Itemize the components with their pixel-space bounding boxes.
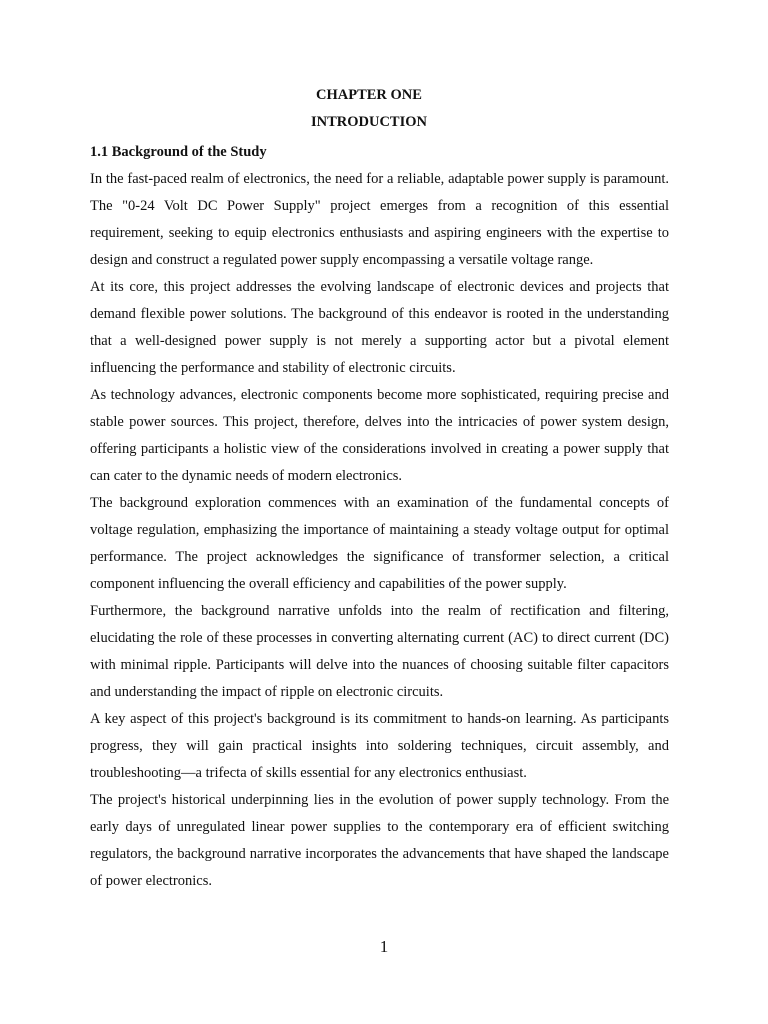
chapter-label: CHAPTER ONE <box>316 87 422 103</box>
paragraph-7: The project's historical underpinning lies in the evolution of power supply technology. From the early days of unregulated linear power supplies to the contemporary era of efficient switching regulators, the background narrative incorporates the advancements that have shaped the landscape of power electronics. <box>90 792 669 889</box>
paragraph-1: In the fast-paced realm of electronics, the need for a reliable, adaptable power supply is paramount. The "0-24 Volt DC Power Supply" project emerges from a recognition of this essential requirement, seeking to equip electronics enthusiasts and aspiring engineers with the expertise to design and construct a regulated power supply encompassing a versatile voltage range. <box>90 171 669 268</box>
section-heading: 1.1 Background of the Study <box>90 144 267 160</box>
paragraph-5: Furthermore, the background narrative unfolds into the realm of rectification and filtering, elucidating the role of these processes in converting alternating current (AC) to direct current (DC) with minimal ripple. Participants will delve into the nuances of choosing suitable filter capacitors and understanding the impact of ripple on electronic circuits. <box>90 603 669 700</box>
paragraph-2: At its core, this project addresses the evolving landscape of electronic devices and projects that demand flexible power solutions. The background of this endeavor is rooted in the understanding that a well-designed power supply is not merely a supporting actor but a pivotal element influencing the performance and stability of electronic circuits. <box>90 279 669 376</box>
body-text <box>90 139 669 895</box>
chapter-title: INTRODUCTION <box>310 114 427 130</box>
paragraph-4: The background exploration commences with an examination of the fundamental concepts of voltage regulation, emphasizing the importance of maintaining a steady voltage output for optimal performance. The project acknowledges the significance of transformer selection, a critical component influencing the overall efficiency and capabilities of the power supply. <box>90 495 669 592</box>
page-number: 1 <box>379 937 389 956</box>
paragraph-3: As technology advances, electronic components become more sophisticated, requiring precise and stable power sources. This project, therefore, delves into the intricacies of power system design, offering participants a holistic view of the considerations involved in creating a power supply that can cater to the dynamic needs of modern electronics. <box>90 387 669 484</box>
paragraph-6: A key aspect of this project's background is its commitment to hands-on learning. As participants progress, they will gain practical insights into soldering techniques, circuit assembly, and troubleshooting—a trifecta of skills essential for any electronics enthusiast. <box>90 711 669 781</box>
